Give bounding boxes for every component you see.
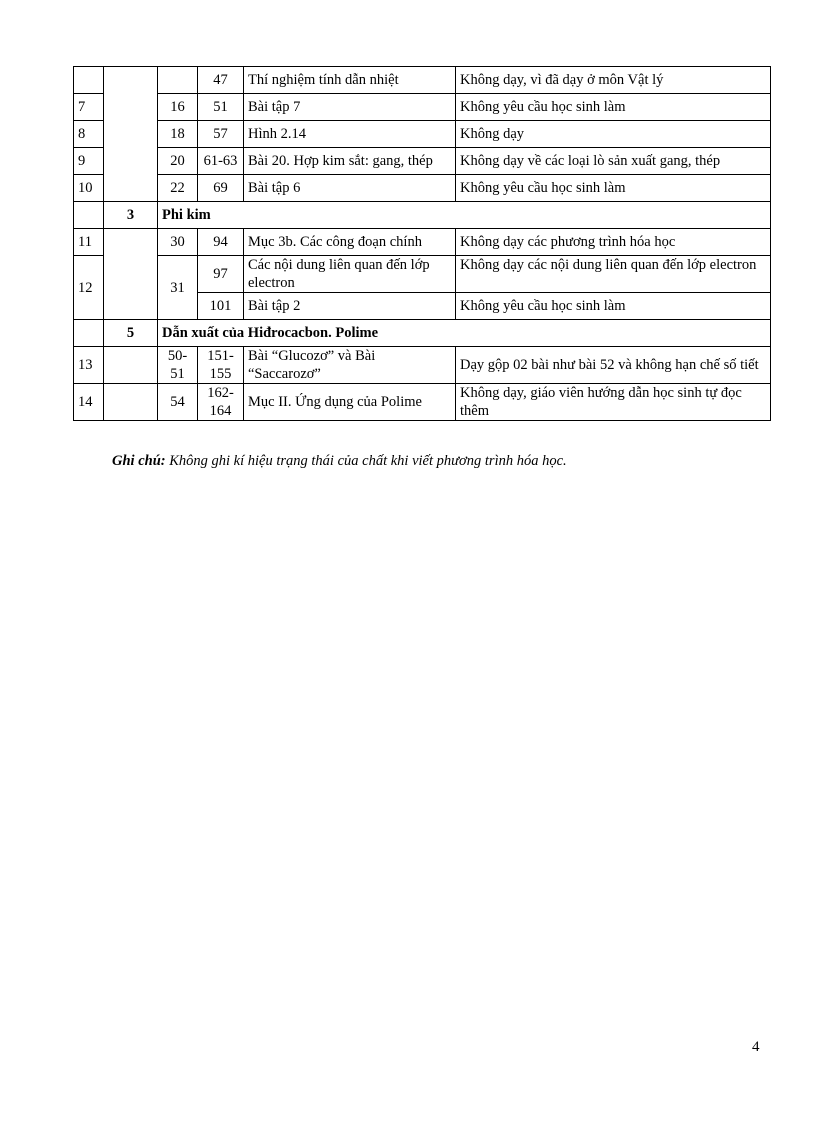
table-row [74, 175, 771, 202]
guide-cell: Không dạy các nội dung liên quan đến lớp electron [456, 256, 771, 293]
page-cell: 162-164 [198, 384, 244, 421]
row-number: 8 [74, 121, 104, 148]
section-title: Dẫn xuất của Hiđrocacbon. Polime [158, 320, 771, 347]
table-row [74, 67, 771, 94]
guide-cell: Không dạy các phương trình hóa học [456, 229, 771, 256]
guide-cell: Không yêu cầu học sinh làm [456, 293, 771, 320]
chapter-cell [104, 384, 158, 421]
section-row [74, 202, 771, 229]
content-cell: Các nội dung liên quan đến lớp electron [244, 256, 456, 293]
chapter-number: 3 [104, 202, 158, 229]
row-number: 12 [74, 256, 104, 320]
table-row [74, 347, 771, 384]
lesson-cell: 18 [158, 121, 198, 148]
table-row [74, 229, 771, 256]
guide-cell: Dạy gộp 02 bài như bài 52 và không hạn chế số tiết [456, 347, 771, 384]
content-cell: Bài 20. Hợp kim sắt: gang, thép [244, 148, 456, 175]
page-cell: 94 [198, 229, 244, 256]
content-cell: Bài tập 6 [244, 175, 456, 202]
content-cell: Bài tập 2 [244, 293, 456, 320]
table-row [74, 121, 771, 148]
lesson-cell: 22 [158, 175, 198, 202]
page-cell: 57 [198, 121, 244, 148]
footnote-text: Không ghi kí hiệu trạng thái của chất khi viết phương trình hóa học. [169, 453, 567, 469]
page-cell: 47 [198, 67, 244, 94]
page-cell: 61-63 [198, 148, 244, 175]
chapter-cell [104, 347, 158, 384]
row-number: 10 [74, 175, 104, 202]
chapter-number: 5 [104, 320, 158, 347]
table-row [74, 256, 771, 293]
page-cell: 97 [198, 256, 244, 293]
row-number [74, 67, 104, 94]
guide-cell: Không dạy về các loại lò sản xuất gang, thép [456, 148, 771, 175]
footnote-label: Ghi chú: [112, 453, 166, 469]
page-cell: 69 [198, 175, 244, 202]
row-number: 9 [74, 148, 104, 175]
curriculum-table [73, 66, 771, 421]
lesson-cell: 54 [158, 384, 198, 421]
row-number [74, 202, 104, 229]
content-cell: Bài “Glucozơ” và Bài “Saccarozơ” [244, 347, 456, 384]
guide-cell: Không dạy, vì đã dạy ở môn Vật lý [456, 67, 771, 94]
page-number: 4 [752, 1039, 760, 1055]
lesson-cell: 20 [158, 148, 198, 175]
table-row [74, 94, 771, 121]
row-number: 11 [74, 229, 104, 256]
guide-cell: Không yêu cầu học sinh làm [456, 94, 771, 121]
table-row [74, 384, 771, 421]
content-cell: Mục 3b. Các công đoạn chính [244, 229, 456, 256]
content-cell: Thí nghiệm tính dẫn nhiệt [244, 67, 456, 94]
lesson-cell: 30 [158, 229, 198, 256]
lesson-cell: 31 [158, 256, 198, 320]
row-number [74, 320, 104, 347]
content-cell: Hình 2.14 [244, 121, 456, 148]
content-cell: Mục II. Ứng dụng của Polime [244, 384, 456, 421]
footnote [112, 453, 567, 470]
guide-cell: Không dạy, giáo viên hướng dẫn học sinh tự đọc thêm [456, 384, 771, 421]
row-number: 14 [74, 384, 104, 421]
content-cell: Bài tập 7 [244, 94, 456, 121]
guide-cell: Không dạy [456, 121, 771, 148]
page-cell: 51 [198, 94, 244, 121]
row-number: 7 [74, 94, 104, 121]
page-cell: 101 [198, 293, 244, 320]
table-row [74, 148, 771, 175]
row-number: 13 [74, 347, 104, 384]
chapter-cell [104, 67, 158, 202]
section-row [74, 320, 771, 347]
lesson-cell [158, 67, 198, 94]
chapter-cell [104, 229, 158, 320]
guide-cell: Không yêu cầu học sinh làm [456, 175, 771, 202]
lesson-cell: 16 [158, 94, 198, 121]
page-cell: 151-155 [198, 347, 244, 384]
section-title: Phi kim [158, 202, 771, 229]
lesson-cell: 50-51 [158, 347, 198, 384]
